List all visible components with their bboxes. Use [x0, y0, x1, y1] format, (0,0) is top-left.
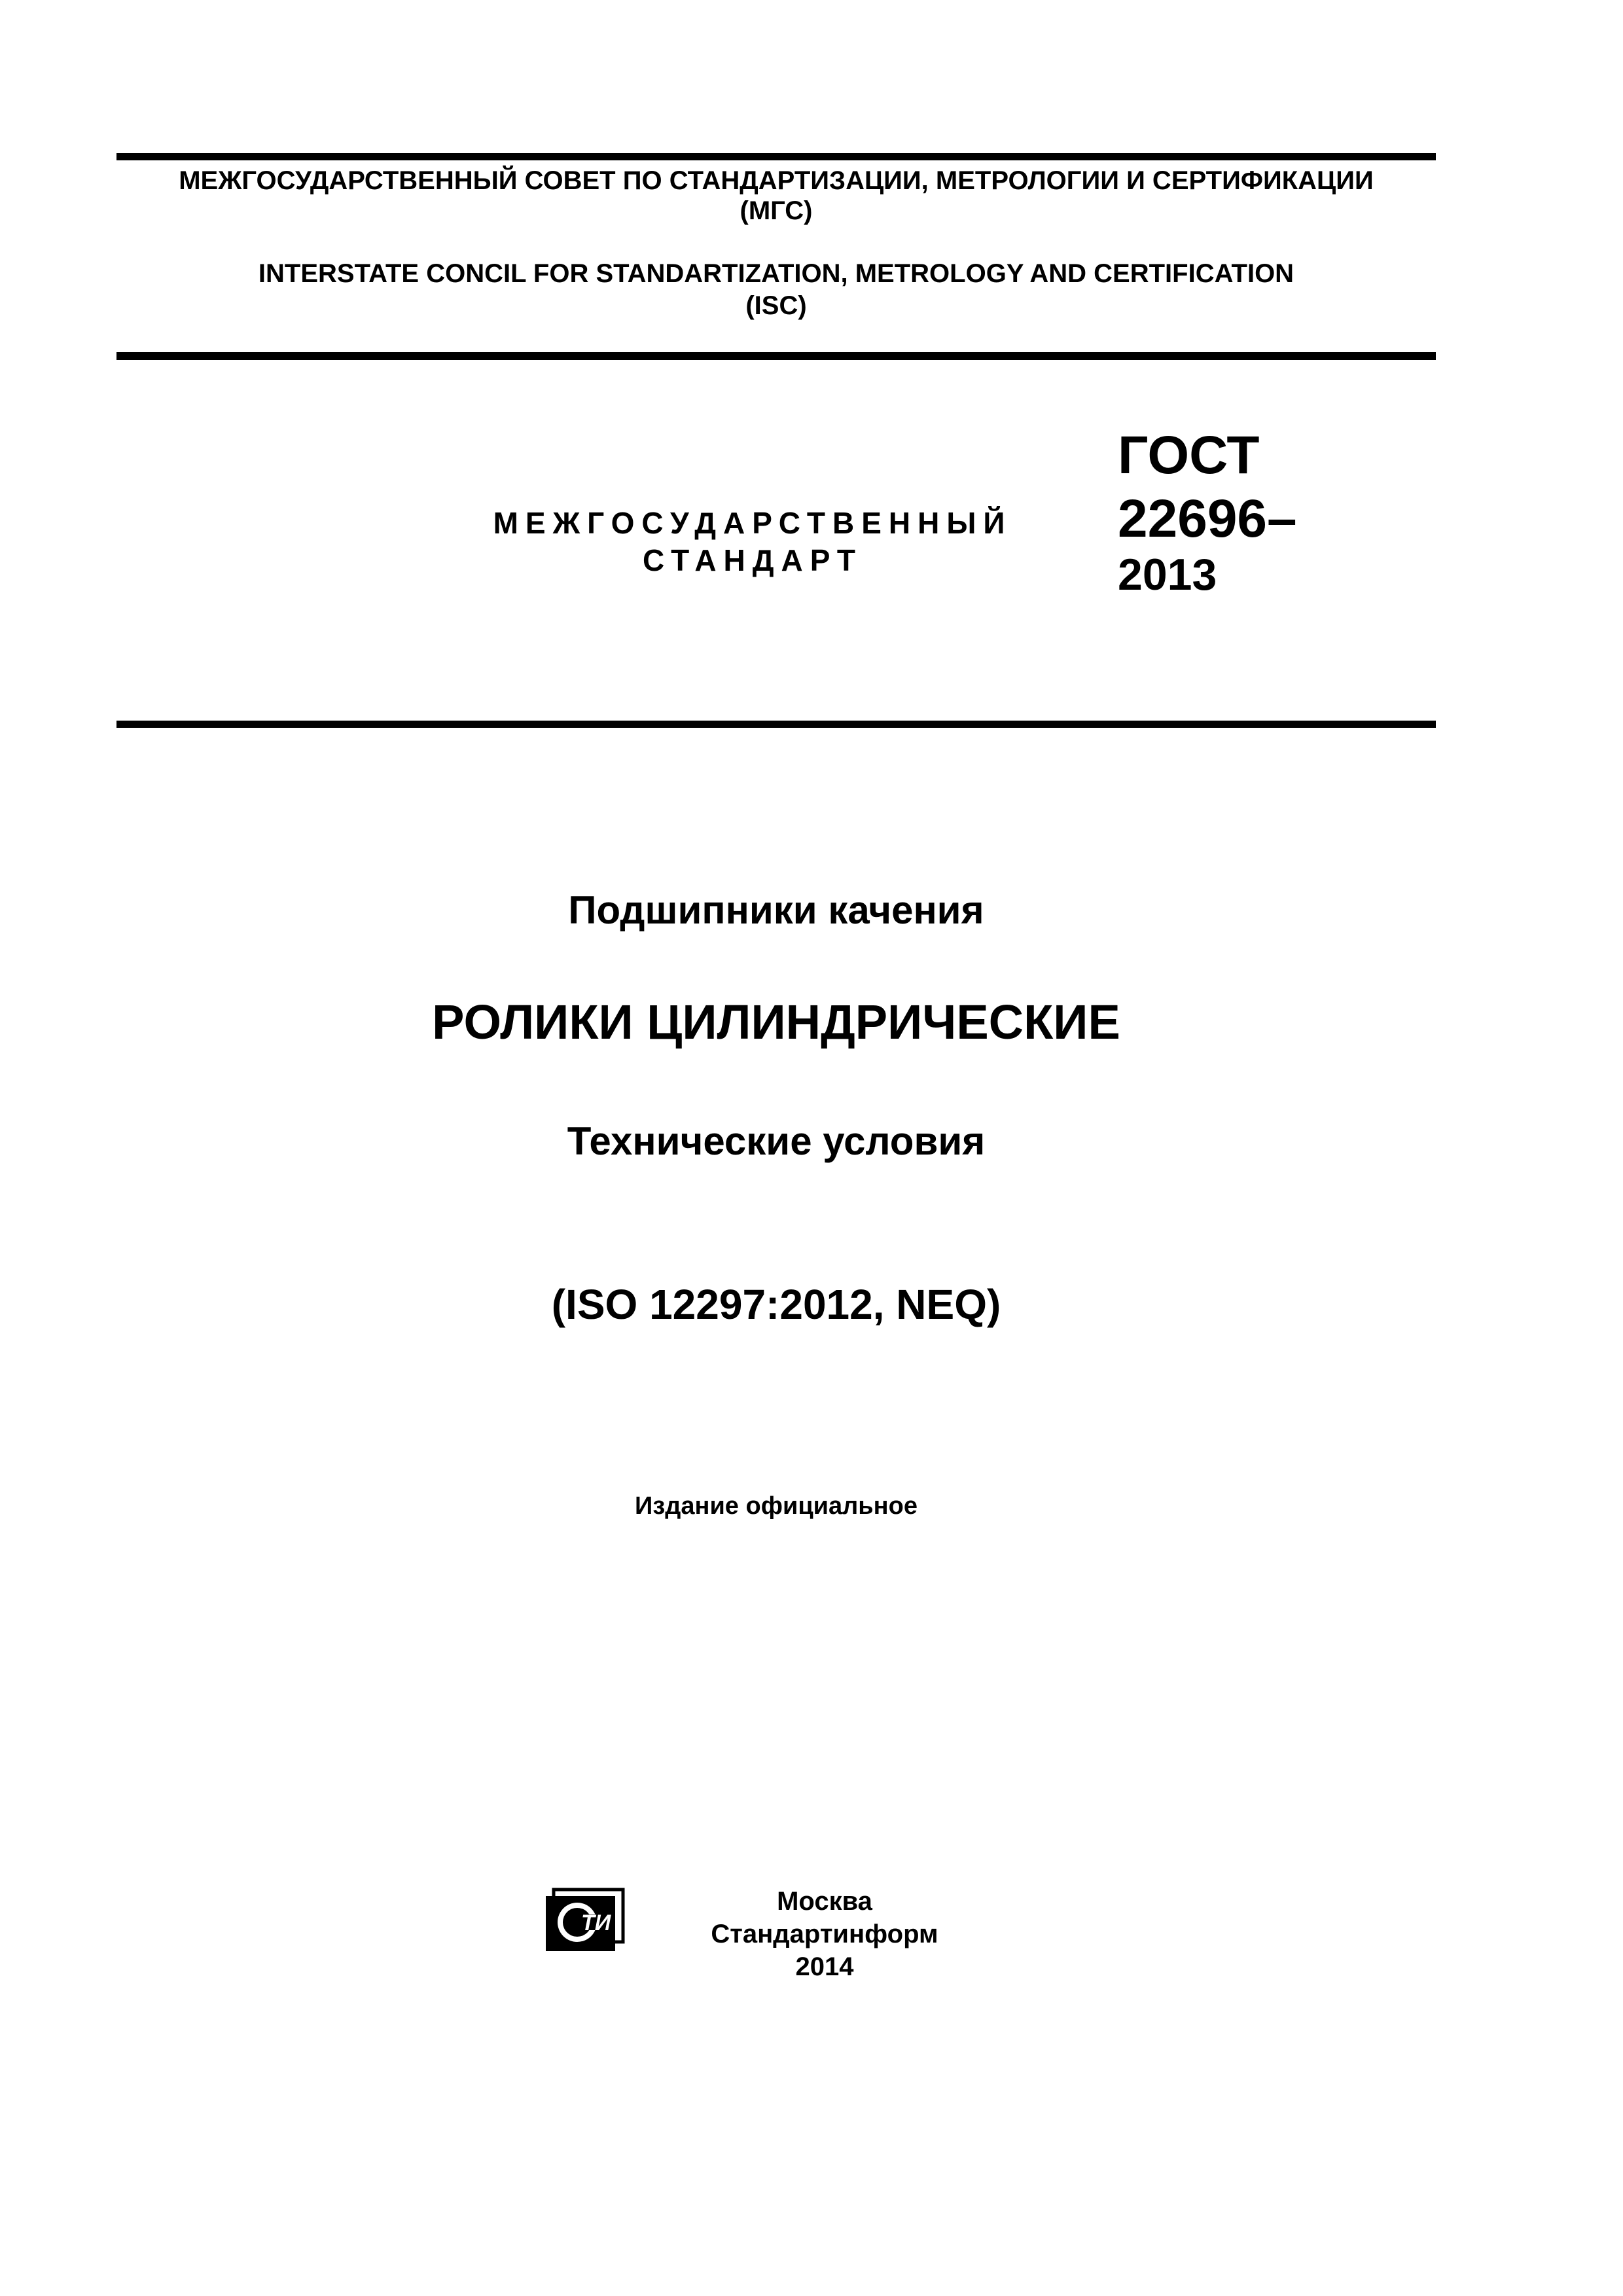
document-spec: Технические условия [567, 1119, 986, 1163]
iso-reference: (ISO 12297:2012, NEQ) [551, 1281, 1001, 1328]
gost-year: 2013 [1118, 550, 1217, 600]
svg-text:ТИ: ТИ [581, 1910, 611, 1935]
lower-rule [116, 721, 1436, 728]
council-name-en: INTERSTATE CONCIL FOR STANDARTIZATION, METROLOGY AND CERTIFICATION [258, 259, 1294, 288]
standard-type-line-1: МЕЖГОСУДАРСТВЕННЫЙ [493, 506, 1012, 540]
document-subtitle: Подшипники качения [568, 888, 984, 932]
publisher-city: Москва [777, 1887, 872, 1916]
middle-rule [116, 352, 1436, 360]
gost-label: ГОСТ [1118, 425, 1260, 485]
edition-note: Издание официальное [635, 1492, 918, 1520]
council-abbr-ru: (МГС) [740, 196, 813, 225]
standartinform-logo-icon [542, 1887, 626, 1954]
standard-type-line-2: СТАНДАРТ [643, 543, 863, 577]
council-name-ru: МЕЖГОСУДАРСТВЕННЫЙ СОВЕТ ПО СТАНДАРТИЗАЦИИ, МЕТРОЛОГИИ И СЕРТИФИКАЦИИ [179, 166, 1374, 195]
gost-number: 22696– [1118, 489, 1297, 548]
council-abbr-en: (ISC) [745, 291, 807, 320]
top-rule [116, 153, 1436, 160]
document-title: РОЛИКИ ЦИЛИНДРИЧЕСКИЕ [432, 995, 1120, 1049]
publisher-name: Стандартинформ [711, 1920, 938, 1948]
publication-year: 2014 [795, 1952, 854, 1981]
